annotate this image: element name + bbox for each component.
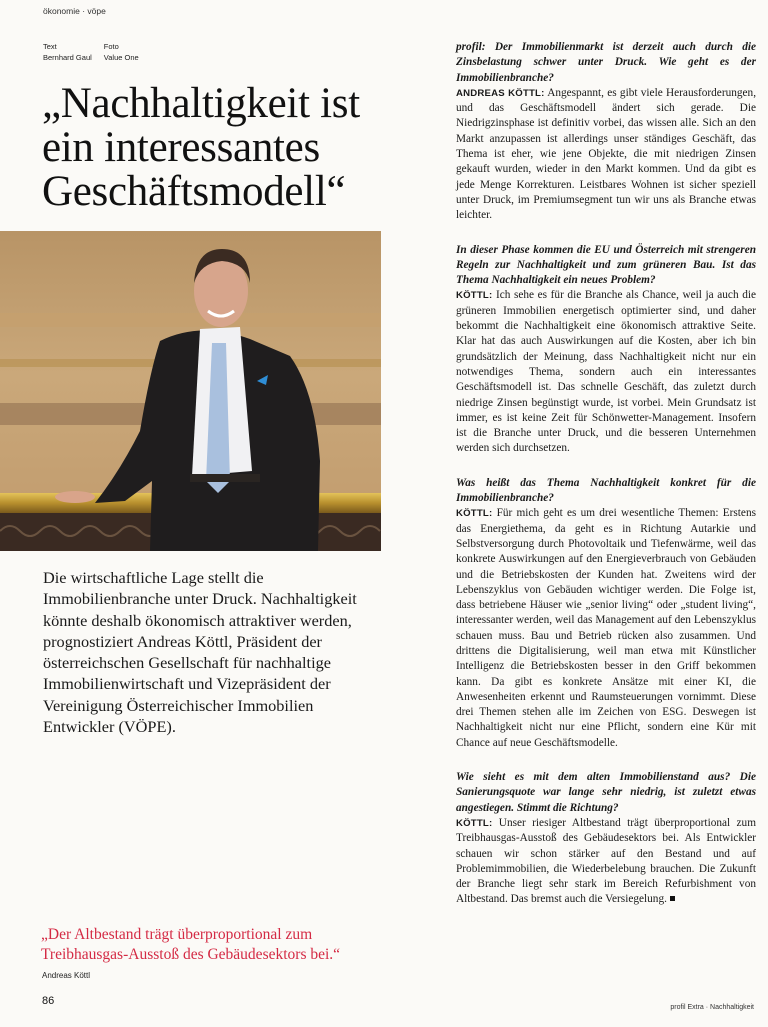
interview-question-2: In dieser Phase kommen die EU und Österreich mit strengeren Regeln zur Nachhaltigkeit und zum grüneren Bau. Ist das Thema Nachhaltigkeit ein neues Problem? <box>456 243 756 287</box>
interview-answer-4 <box>456 816 756 908</box>
interview-question-3: Was heißt das Thema Nachhaltigkeit konkret für die Immobilienbranche? <box>456 476 756 505</box>
answer-text: Ich sehe es für die Branche als Chance, weil ja auch die grüneren Immobilien energetisch optimierter sind, und daher bekommt die Nachhaltigkeit eine ökonomisch attraktive Seite. Klar hat das auch Auswirkungen auf die Kosten, aber ich bin grundsätzlich der Meinung, dass Nachhaltigkeit nicht nur ein notwendiges Thema, sondern auch ein interessantes Geschäftsmodell ist. Das schnelle Geschäft, das zuletzt durch niedrige Zinsen begünstigt wurde, ist vorbei. Mein Grundsatz ist immer, es ist keine Zeit für Schönwetter-Management. Insofern ist die Branche unter Druck, und die besseren Unternehmen werden sich durchsetzen. <box>456 289 756 455</box>
credit-text-author: Bernhard Gaul <box>43 53 92 62</box>
pull-quote: „Der Altbestand trägt überproportional zum Treibhausgas-Ausstoß des Gebäudesektors bei.“ <box>41 926 341 963</box>
credit-text-label: Text <box>43 42 57 51</box>
interview-answer-3 <box>456 506 756 751</box>
speaker-label: KÖTTL: <box>456 508 493 520</box>
answer-text: Unser riesiger Altbestand trägt überproportional zum Treibhausgas-Ausstoß des Gebäudesektors bei. Als Entwickler schauen wir schon stärker auf den Bestand und auf Problemimmobilien, die Wiederbelebung brauchen. Die Zukunft der Branche liegt sehr stark im Bereich Refurbishment von Altbestand. Das bremst auch die Versiegelung. <box>456 816 756 906</box>
end-mark-icon <box>670 896 675 901</box>
speaker-label: KÖTTL: <box>456 290 493 302</box>
interview-answer-1 <box>456 86 756 224</box>
interview-question-4: Wie sieht es mit dem alten Immobilienstand aus? Die Sanierungsquote war lange sehr niedrig, ist zuletzt etwas angestiegen. Stimmt die Richtung? <box>456 771 756 814</box>
answer-text: Angespannt, es gibt viele Herausforderungen, und das Geschäftsmodell ändert sich gerade. Die Niedrigzinsphase ist definitiv vorbei, das wissen alle. Sich an den Markt anzupassen ist allerdings unser ständiges Geschäft, das Thema ist eher, wie jene Objekte, die mit niedrigen Zinsen gekauft wurden, wieder in den Markt kommen. Und da gibt es jede Menge Korrekturen. Leistbares Wohnen ist sicher speziell unter Druck, im Premiumsegment tun wir uns als Branche etwas leichter. <box>456 86 757 222</box>
interview-question-1: profil: Der Immobilienmarkt ist derzeit auch durch die Zinsbelastung schwer unter Druck. Wie geht es der Immobilienbranche? <box>456 41 756 84</box>
credit-text <box>43 41 92 63</box>
credit-photo-author: Value One <box>103 53 139 62</box>
intro-text: Die wirtschaftliche Lage stellt die Immobilienbranche unter Druck. Nachhaltigkeit könnte deshalb ökonomisch attraktiver werden, prognostiziert Andreas Köttl, Präsident der österreichschen Gesellschaft für nachhaltige Immobilienwirtschaft und Vizepräsident der Vereinigung Österreichischer Immobilien Entwickler (VÖPE). <box>43 568 357 737</box>
credit-photo <box>104 41 139 63</box>
speaker-label: KÖTTL: <box>456 817 493 829</box>
credits <box>43 41 139 63</box>
section-label: ökonomie · vöpe <box>43 6 106 16</box>
interview-answer-2 <box>456 288 756 456</box>
credit-photo-label: Foto <box>103 42 119 51</box>
headline: „Nachhaltigkeit ist ein interessantes Geschäftsmodell“ <box>42 80 360 215</box>
portrait-photo <box>0 231 381 551</box>
page-number: 86 <box>42 995 55 1007</box>
interview-column <box>456 40 756 927</box>
answer-text: Für mich geht es um drei wesentliche Themen: Erstens das Energiethema, da geht es in Richtung Autarkie und Selbstversorgung durch Photovoltaik und Tiefenwärme, weil das konkrete Auswirkungen auf den Energieverbrauch von Gebäuden und die Betriebskosten der Kunden hat. Zweitens wird der Lebenszyklus von Gebäuden wichtiger werden. Die Folge ist, dass betriebene Häuser wie „senior living“ oder „student living“, interessanter werden, weil das Management auf den Lebenszyklus schauen muss. Bau und Betrieb rücken also zusammen. Und drittens die Digitalisierung, weil man etwa mit Künstlicher Intelligenz die Betriebskosten besser in den Griff bekommen kann. Da gibt es konkrete Ansätze mit einer KI, die Anwesenheiten erkennt und Raumsteuerungen vornimmt. Diese drei Themen stehen alle im Zeichen von ESG. Deswegen ist Nachhaltigkeit nicht nur eine Pflicht, sondern eine Kür mit Chance auf neue Geschäftsmodelle. <box>456 507 756 749</box>
speaker-label: ANDREAS KÖTTL: <box>456 87 545 99</box>
footer-publication: profil Extra · Nachhaltigkeit <box>670 1004 754 1011</box>
pull-quote-author: Andreas Köttl <box>42 971 91 980</box>
